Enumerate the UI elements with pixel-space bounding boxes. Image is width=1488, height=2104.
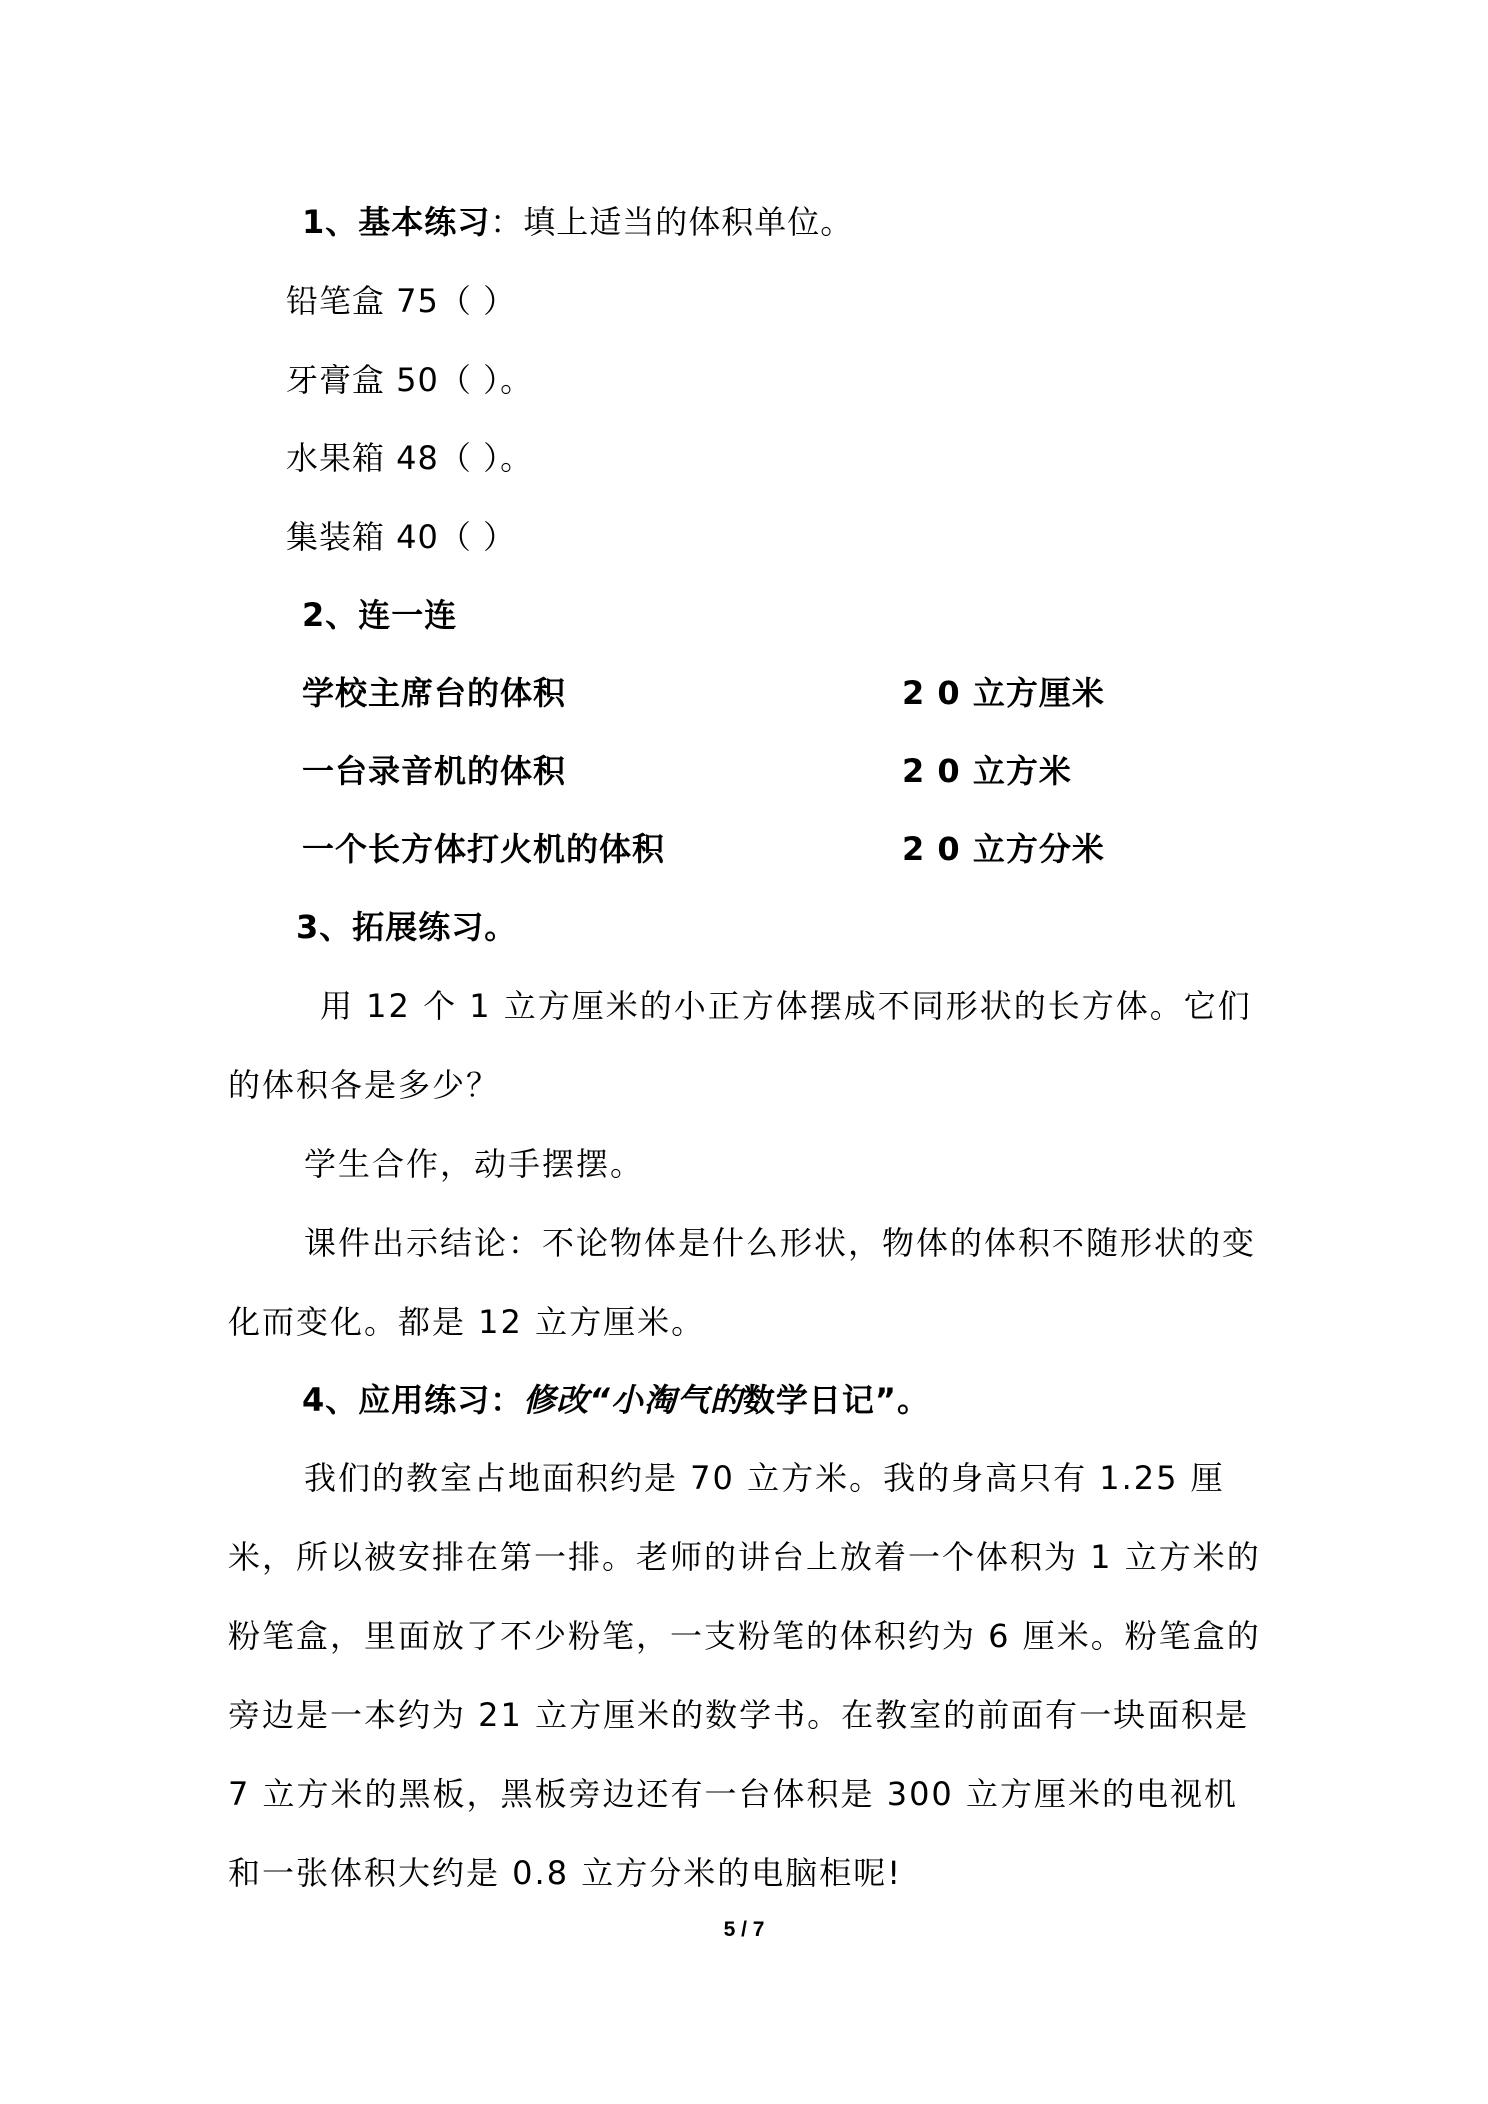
section4-heading: [302, 1378, 930, 1422]
page-number: 5 / 7: [723, 1918, 765, 1941]
section1-heading: [302, 200, 853, 244]
match-right-item: 2 0 立方米: [902, 752, 1072, 790]
section4-heading-italic: 修改“小淘气的: [523, 1381, 743, 1419]
fill-item-container: 集装箱 40（ ）: [286, 518, 517, 556]
section1-heading-label: 1、基本练习: [302, 203, 491, 241]
section3-paragraph: 用 12 个 1 立方厘米的小正方体摆成不同形状的长方体。它们的体积各是多少？: [228, 987, 1252, 1104]
math-diary-paragraph: 我们的教室占地面积约是 70 立方米。我的身高只有 1.25 厘米，所以被安排在第一排。老师的讲台上放着一个体积为 1 立方米的粉笔盒，里面放了不少粉笔，一支粉笔的体积约为 6 厘米。粉笔盒的旁边是一本约为 21 立方厘米的数学书。在教室的前面有一块面积是 7 立方米的黑板，黑板旁边还有一台体积是 300 立方厘米的电视机和一张体积大约是 0.8 立方分米的电脑柜呢!: [228, 1459, 1261, 1892]
fill-item-fruit-box: 水果箱 48（ ）。: [286, 439, 534, 477]
match-left-item: 一台录音机的体积: [302, 752, 567, 790]
match-right-item: 2 0 立方分米: [902, 830, 1105, 868]
fill-item-pencil-box: 铅笔盒 75（ ）: [286, 282, 517, 320]
match-left-item: 学校主席台的体积: [302, 674, 567, 712]
section3-conclusion: 课件出示结论：不论物体是什么形状，物体的体积不随形状的变化而变化。都是 12 立方厘米。: [228, 1224, 1257, 1341]
section4-heading-rest: 数学日记”。: [742, 1381, 930, 1419]
match-left-item: 一个长方体打火机的体积: [302, 830, 666, 868]
section2-heading: 2、连一连: [302, 596, 458, 634]
section4-heading-label: 4、应用练习：: [302, 1381, 524, 1419]
section3-heading: 3、拓展练习。: [296, 908, 518, 946]
fill-item-toothpaste-box: 牙膏盒 50（ ）。: [286, 361, 534, 399]
match-right-item: 2 0 立方厘米: [902, 674, 1105, 712]
section1-heading-rest: ：填上适当的体积单位。: [490, 203, 854, 241]
section3-paragraph: 学生合作，动手摆摆。: [304, 1145, 645, 1183]
